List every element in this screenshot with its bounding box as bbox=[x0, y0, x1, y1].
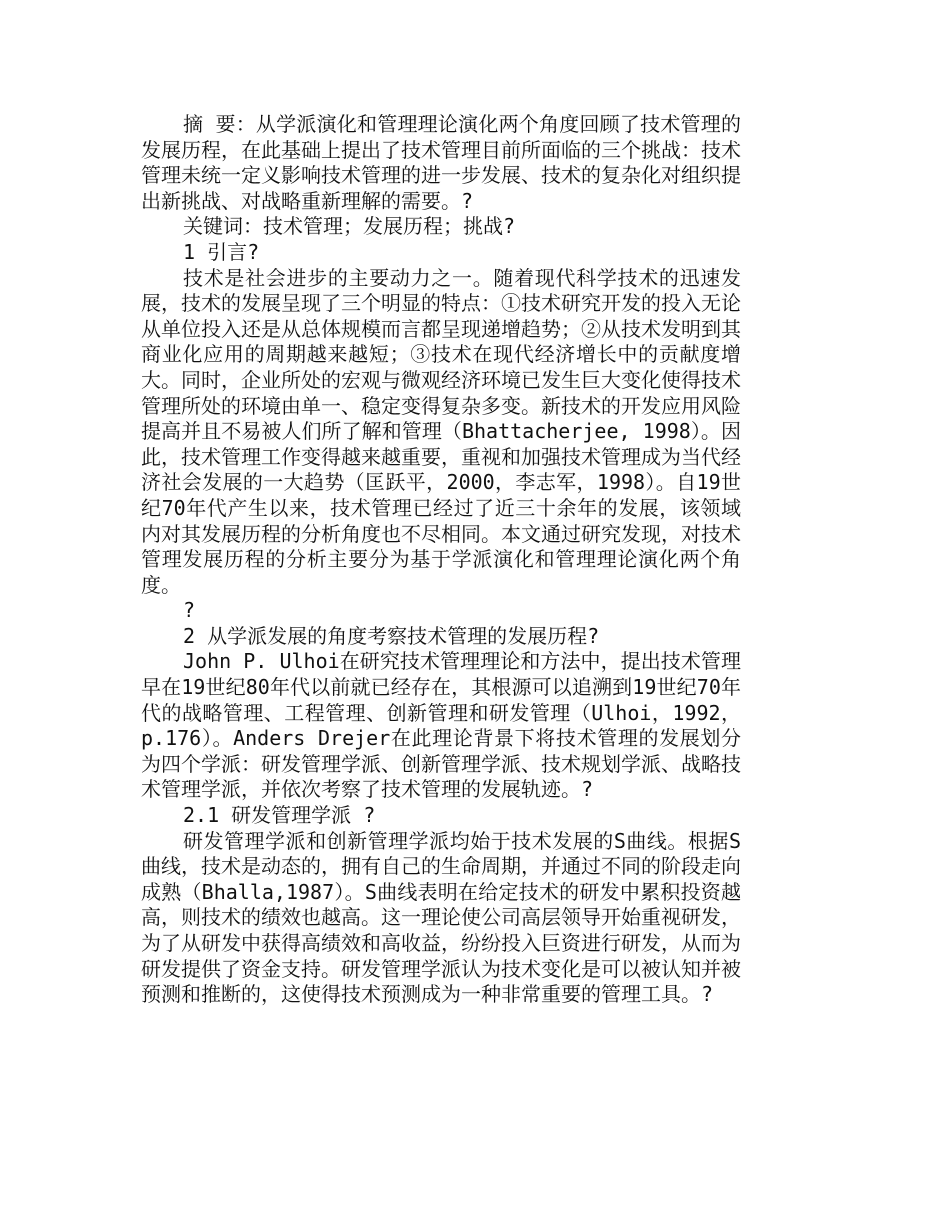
keywords-line: 关键词：技术管理；发展历程；挑战? bbox=[183, 214, 516, 239]
section-1-body: 技术是社会进步的主要动力之一。随着现代科学技术的迅速发展，技术的发展呈现了三个明显的特点：①技术研究开发的投入无论从单位投入还是从总体规模而言都呈现递增趋势；②从技术发明到其商业化应用的周期越来越短；③技术在现代经济增长中的贡献度增大。同时，企业所处的宏观与微观经济环境已发生巨大变化使得技术管理所处的环境由单一、稳定变得复杂多变。新技术的开发应用风险提高并且不易被人们所了解和管理（Bhattacherjee, 1998）。因此，技术管理工作变得越来越重要，重视和加强技术管理成为当代经济社会发展的一大趋势（匡跃平，2000，李志军，1998）。自19世纪70年代产生以来，技术管理已经过了近三十余年的发展，该领域内对其发展历程的分析角度也不尽相同。本文通过研究发现，对技术管理发展历程的分析主要分为基于学派演化和管理理论演化两个角度。 bbox=[141, 265, 741, 597]
section-2-1-heading: 2.1 研发管理学派 ? bbox=[183, 803, 376, 828]
section-2-1-body: 研发管理学派和创新管理学派均始于技术发展的S曲线。根据S曲线，技术是动态的，拥有自己的生命周期，并通过不同的阶段走向成熟（Bhalla,1987）。S曲线表明在给定技术的研发中累积投资越高，则技术的绩效也越高。这一理论使公司高层领导开始重视研发，为了从研发中获得高绩效和高收益，纷纷投入巨资进行研发，从而为研发提供了资金支持。研发管理学派认为技术变化是可以被认知并被预测和推断的，这使得技术预测成为一种非常重要的管理工具。? bbox=[141, 828, 741, 1007]
section-2-body: John P. Ulhoi在研究技术管理理论和方法中，提出技术管理早在19世纪80年代以前就已经存在，其根源可以追溯到19世纪70年代的战略管理、工程管理、创新管理和研发管理（Ulhoi，1992，p.176）。Anders Drejer在此理论背景下将技术管理的发展划分为四个学派：研发管理学派、创新管理学派、技术规划学派、战略技术管理学派，并依次考察了技术管理的发展轨迹。? bbox=[141, 649, 741, 802]
blank-marker-line: ? bbox=[183, 598, 196, 623]
section-1-heading: 1 引言? bbox=[183, 239, 260, 264]
document-page bbox=[141, 112, 741, 1008]
abstract-paragraph: 摘 要：从学派演化和管理理论演化两个角度回顾了技术管理的发展历程，在此基础上提出了技术管理目前所面临的三个挑战：技术管理未统一定义影响技术管理的进一步发展、技术的复杂化对组织提出新挑战、对战略重新理解的需要。? bbox=[141, 112, 741, 213]
section-2-heading: 2 从学派发展的角度考察技术管理的发展历程? bbox=[183, 623, 600, 648]
